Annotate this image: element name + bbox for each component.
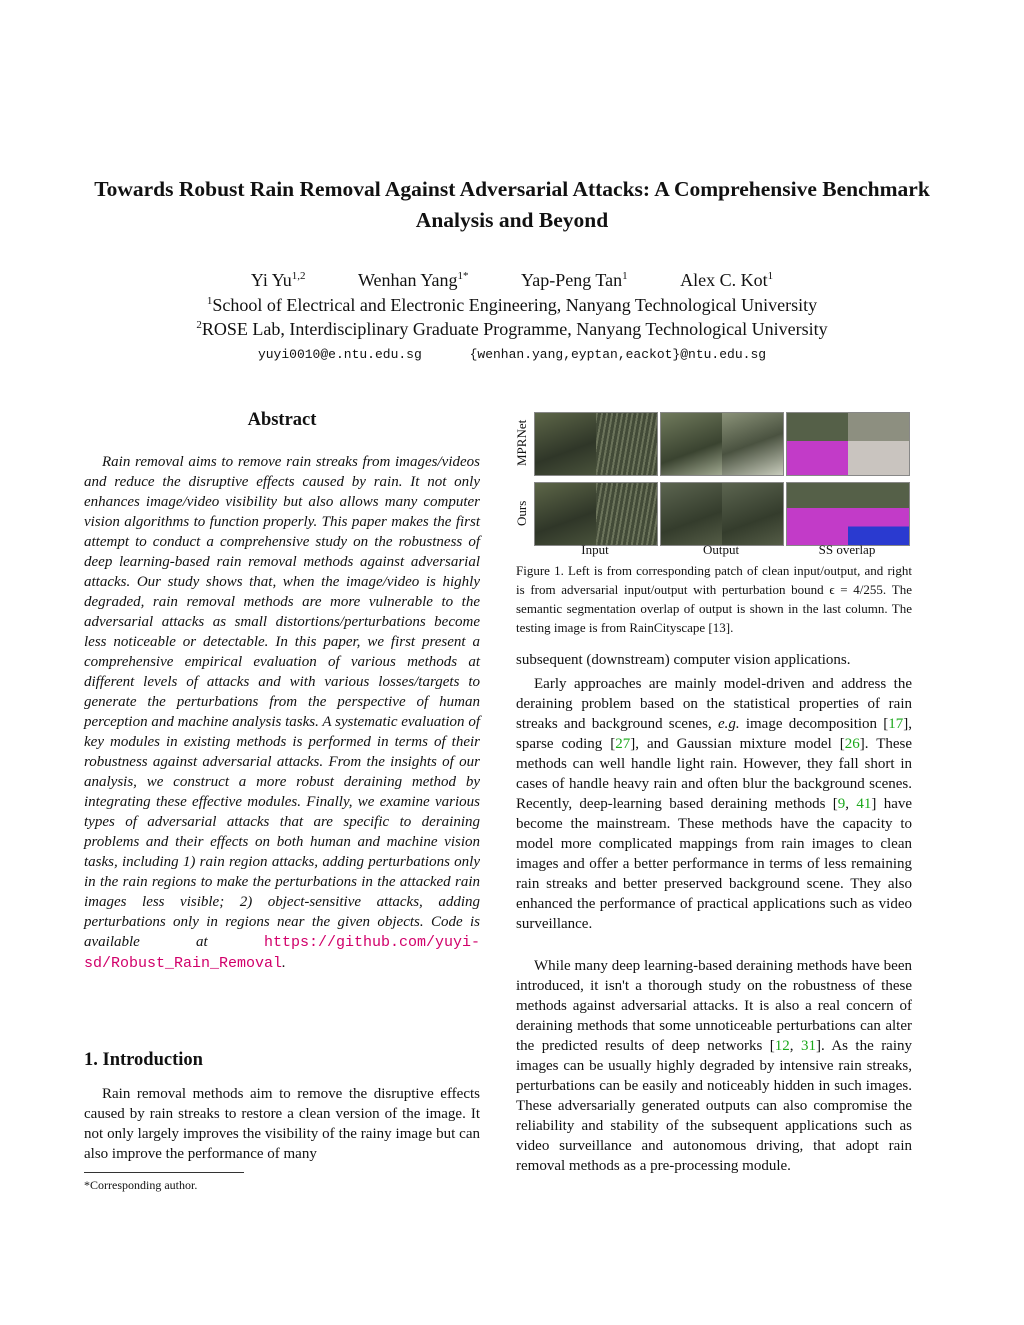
section-heading: 1. Introduction [84, 1050, 203, 1070]
figure-image-input [534, 482, 658, 546]
figure-caption: Figure 1. Left is from corresponding patch of clean input/output, and right is from adversarial input/output with perturbation bound ϵ = 4/255. The semantic segmentation overlap of output is shown in the last column. The testing image is from RainCityscape [13]. [516, 563, 912, 635]
column-label: SS overlap [818, 542, 876, 557]
email: yuyi0010@e.ntu.edu.sg [257, 347, 422, 362]
citation-link[interactable]: 27 [615, 736, 631, 752]
citation-link[interactable]: 17 [888, 716, 904, 732]
footnote-rule [84, 1172, 244, 1173]
paragraph: While many deep learning-based deraining methods have been introduced, it isn't a thorough study on the robustness of these methods against adversarial attacks. It is also a real concern of deraining methods that some unnoticeable perturbations can alter the predicted results of deep networks [12, 31]. As the rainy images can be usually highly degraded by intensive rain streaks, perturbations can be easily and noticeably hidden in such images. These adversarially generated outputs can also compromise the reliability and stability of the subsequent applications such as video surveillance and autonomous driving, that adopt rain removal methods as a pre-processing module. [516, 958, 913, 1174]
abstract-body: Rain removal aims to remove rain streaks from images/videos and reduce the disruptive effects caused by rain. It not only enhances image/video visibility but also allows many computer vision algorithms to function properly. This paper makes the first attempt to conduct a comprehensive study on the robustness of deep learning-based rain removal methods against adversarial attacks. Our study shows that, when the image/video is highly degraded, rain removal methods are more vulnerable to the adversarial attacks as small distortions/perturbations become less noticeable or detectable. In this paper, we first present a comprehensive empirical evaluation of various methods at different levels of attacks and with various losses/targets to generate the perturbations from the perspective of human perception and machine analysis tasks. A systematic evaluation of key modules in existing methods is performed in terms of their robustness against adversarial attacks. From the insights of our analysis, we construct a more robust deraining method by integrating these effective modules. Finally, we examine various types of adversarial attacks that are specific to deraining problems and their effects on both human and machine vision tasks, including 1) rain region attacks, adding perturbations only in the rain regions to make the perturbations in the attacked rain images less visible; 2) object-sensitive attacks, adding perturbations only in regions near the given objects. Code is available at https://github.com/yuyi-sd/Robust_Rain_Removal. [84, 454, 480, 972]
email-list [60, 347, 964, 362]
email: {wenhan.yang,eyptan,eackot}@ntu.edu.sg [469, 347, 767, 362]
affiliation: $^1$School of Electrical and Electronic Engineering, Nanyang Technological University [206, 295, 818, 315]
column-label: Input [581, 542, 609, 557]
figure-image-input [534, 412, 658, 476]
paragraph: Early approaches are mainly model-driven and address the deraining problem based on the statistical properties of rain streaks and background scenes, e.g. image decomposition [17], sparse coding [27], and Gaussian mixture model [26]. These methods can well handle light rain. However, they fall short in cases of handle heavy rain and often blur the background scenes. Recently, deep-learning based deraining methods [9, 41] have become the mainstream. These methods have the capacity to model more complicated mappings from rain images to clean images and offer a better performance in terms of less remaining rain streaks and better preserved background scene. They also enhanced the performance of practical applications such as video surveillance. [516, 676, 913, 932]
intro-paragraph: Rain removal methods aim to remove the disruptive effects caused by rain streaks to restore a clean version of the image. It not only largely improves the visibility of the rainy image but can also improve the performance of many [84, 1086, 480, 1162]
row-label: Ours [514, 500, 529, 526]
figure-image-ss-overlap [786, 482, 910, 546]
figure-image-output [660, 412, 784, 476]
figure-1 [514, 410, 914, 560]
figure-image-output [660, 482, 784, 546]
citation-link[interactable]: 9 [837, 796, 846, 812]
paper-title: Towards Robust Rain Removal Against Adversarial Attacks: A Comprehensive Benchmark Analysis and Beyond [94, 177, 930, 232]
author: Alex C. Kot$^1$ [680, 270, 774, 290]
figure-image-ss-overlap [786, 412, 910, 476]
citation-link[interactable]: 12 [774, 1038, 790, 1054]
abstract-heading: Abstract [247, 410, 317, 430]
citation-link[interactable]: 26 [844, 736, 860, 752]
citation-link[interactable]: 31 [800, 1038, 816, 1054]
footnote: *Corresponding author. [84, 1178, 198, 1192]
author: Yap-Peng Tan$^1$ [521, 270, 628, 290]
affiliation: $^2$ROSE Lab, Interdisciplinary Graduate Programme, Nanyang Technological University [196, 319, 828, 339]
paragraph: subsequent (downstream) computer vision applications. [516, 652, 851, 668]
author: Wenhan Yang$^{1*}$ [357, 270, 469, 290]
author: Yi Yu$^{1,2}$ [250, 270, 306, 290]
author-list [60, 270, 964, 291]
row-label: MPRNet [514, 419, 529, 467]
column-label: Output [702, 542, 740, 557]
citation-link[interactable]: 41 [856, 796, 872, 812]
code-link[interactable]: https://github.com/yuyi-sd/Robust_Rain_Removal [84, 934, 480, 972]
